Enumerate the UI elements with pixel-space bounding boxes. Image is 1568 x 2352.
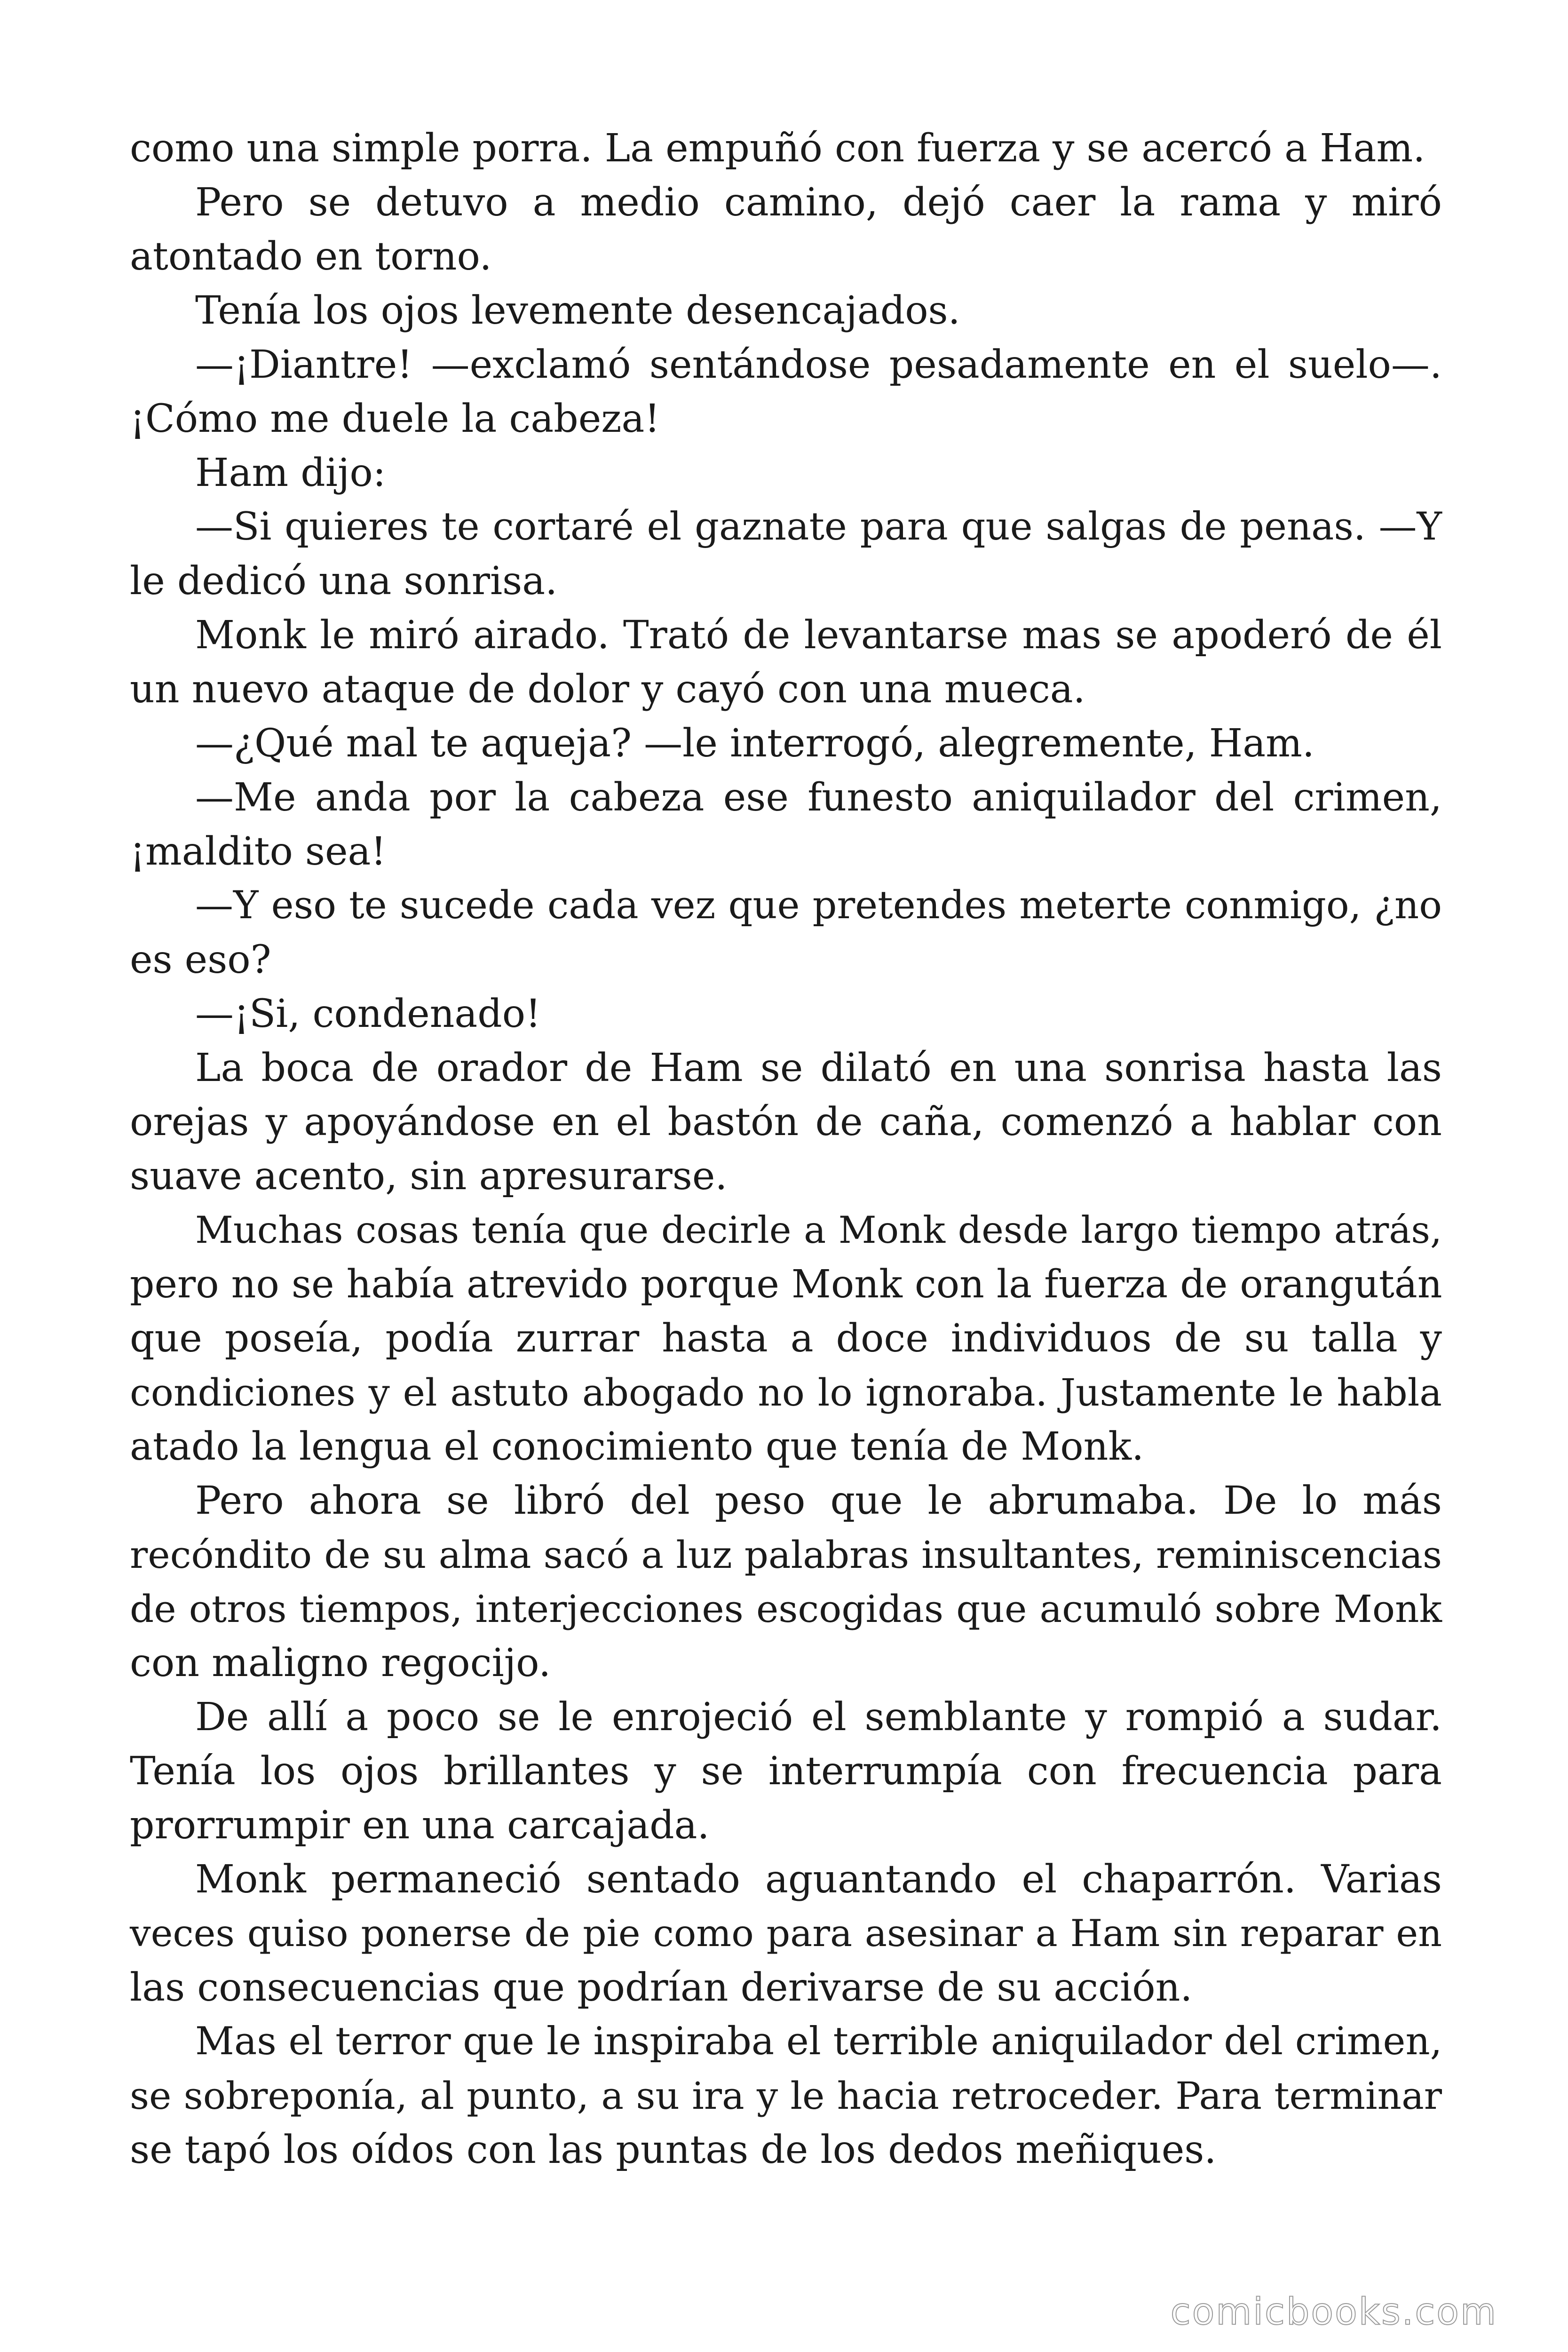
book-page-text [130,121,1442,2177]
text-line: se tapó los oídos con las puntas de los dedos meñiques. [130,2128,1217,2172]
text-line: se sobreponía, al punto, a su ira y le hacia retroceder. Para terminar [130,2074,1442,2118]
text-line: —¡Diantre! —exclamó sentándose pesadamente en el suelo—. [195,342,1442,387]
text-line: Tenía los ojos levemente desencajados. [195,288,960,333]
text-line: que poseía, podía zurrar hasta a doce individuos de su talla y [130,1316,1442,1361]
text-line: prorrumpir en una carcajada. [130,1803,710,1848]
text-line: es eso? [130,938,271,982]
text-line: —¡Si, condenado! [195,992,541,1036]
text-line: Ham dijo: [195,451,386,495]
text-line: orejas y apoyándose en el bastón de caña, comenzó a hablar con [130,1100,1442,1144]
text-line: —Y eso te sucede cada vez que pretendes meterte conmigo, ¿no [195,883,1442,928]
text-line: —Si quieres te cortaré el gaznate para que salgas de penas. —Y [195,505,1442,549]
text-line: —¿Qué mal te aqueja? —le interrogó, alegremente, Ham. [195,721,1315,766]
text-line: —Me anda por la cabeza ese funesto aniquilador del crimen, [195,775,1442,820]
text-line: como una simple porra. La empuñó con fuerza y se acercó a Ham. [130,126,1425,171]
text-line: Mas el terror que le inspiraba el terrible aniquilador del crimen, [195,2019,1442,2064]
text-line: La boca de orador de Ham se dilató en una sonrisa hasta las [195,1046,1442,1090]
text-line: Monk permaneció sentado aguantando el chaparrón. Varias [195,1857,1442,1902]
text-line: atado la lengua el conocimiento que tenía de Monk. [130,1424,1144,1469]
text-line: un nuevo ataque de dolor y cayó con una mueca. [130,667,1085,712]
text-line: Pero ahora se libró del peso que le abrumaba. De lo más [195,1478,1442,1523]
text-line: recóndito de su alma sacó a luz palabras insultantes, reminiscencias [130,1533,1442,1577]
text-line: con maligno regocijo. [130,1641,551,1685]
text-line: Tenía los ojos brillantes y se interrumpía con frecuencia para [130,1749,1442,1794]
text-line: Pero se detuvo a medio camino, dejó caer la rama y miró [195,180,1442,225]
text-line: Muchas cosas tenía que decirle a Monk desde largo tiempo atrás, [195,1208,1442,1252]
text-line: le dedicó una sonrisa. [130,559,558,604]
text-line: atontado en torno. [130,234,492,279]
text-line: ¡maldito sea! [130,829,387,874]
text-line: de otros tiempos, interjecciones escogidas que acumuló sobre Monk [130,1587,1442,1631]
text-line: suave acento, sin apresurarse. [130,1154,728,1199]
text-line: veces quiso ponerse de pie como para asesinar a Ham sin reparar en [130,1912,1442,1955]
text-line: condiciones y el astuto abogado no lo ignoraba. Justamente le habla [130,1371,1442,1414]
watermark: comicbooks.com [1170,2291,1497,2333]
text-line: pero no se había atrevido porque Monk con la fuerza de orangután [130,1262,1442,1307]
text-line: Monk le miró airado. Trató de levantarse mas se apoderó de él [195,613,1442,658]
text-line: ¡Cómo me duele la cabeza! [130,397,660,441]
text-line: las consecuencias que podrían derivarse de su acción. [130,1965,1193,2010]
text-line: De allí a poco se le enrojeció el semblante y rompió a sudar. [195,1695,1442,1740]
